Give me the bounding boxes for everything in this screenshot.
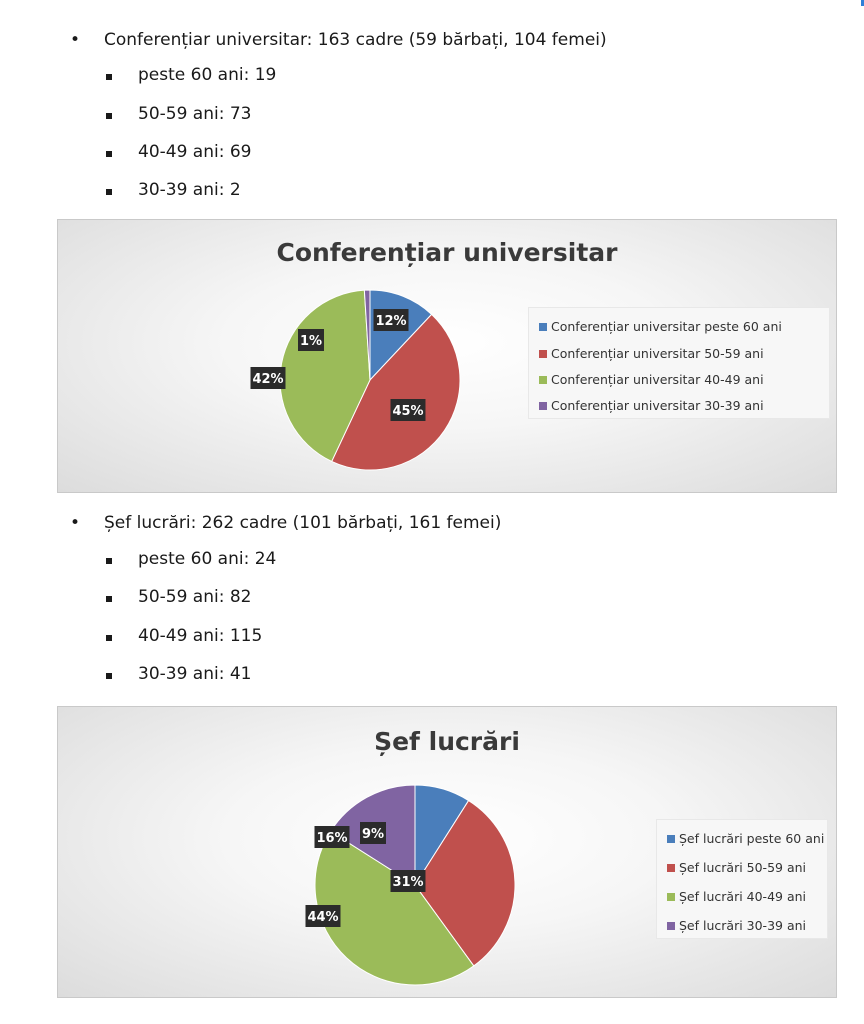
sub-bullet — [106, 189, 112, 195]
data-label-text: 42% — [252, 372, 284, 387]
section1-heading: Conferențiar universitar: 163 cadre (59 bărbați, 104 femei) — [104, 30, 607, 50]
data-label-text: 9% — [361, 827, 385, 842]
legend-swatch — [539, 323, 547, 331]
data-label-text: 12% — [375, 314, 407, 329]
data-label — [298, 329, 324, 351]
legend-label: Conferențiar universitar 40-49 ani — [551, 372, 764, 387]
legend-item — [667, 860, 806, 875]
legend-item — [539, 398, 764, 413]
legend-label: Conferențiar universitar 50-59 ani — [551, 346, 764, 361]
chart-panel-conferentiar — [57, 219, 837, 493]
sub-bullet — [106, 74, 112, 80]
data-label — [391, 399, 426, 421]
chart-title: Șef lucrări — [374, 727, 520, 756]
section1-bullet: • — [70, 30, 81, 50]
legend-swatch — [539, 402, 547, 410]
legend-label: Conferențiar universitar 30-39 ani — [551, 398, 764, 413]
legend-item — [667, 831, 824, 846]
section1-item-1: peste 60 ani: 19 — [138, 65, 277, 85]
legend-swatch — [667, 864, 675, 872]
legend-swatch — [667, 893, 675, 901]
section2-item-2: 50-59 ani: 82 — [138, 587, 252, 607]
data-label — [360, 822, 386, 844]
chart-legend — [656, 819, 828, 939]
data-label — [251, 367, 286, 389]
section2-bullet: • — [70, 513, 81, 533]
data-label-text: 44% — [307, 910, 339, 925]
legend-label: Șef lucrări peste 60 ani — [679, 831, 825, 846]
sub-bullet — [106, 113, 112, 119]
legend-item — [539, 319, 782, 334]
data-label — [315, 826, 350, 848]
legend-swatch — [539, 376, 547, 384]
data-label — [391, 870, 426, 892]
data-label-text: 45% — [392, 404, 424, 419]
sub-bullet — [106, 673, 112, 679]
legend-swatch — [667, 922, 675, 930]
data-label-text: 16% — [316, 831, 348, 846]
section2-item-4: 30-39 ani: 41 — [138, 664, 252, 684]
data-label-text: 31% — [392, 875, 424, 890]
chart-legend — [528, 307, 830, 419]
section1-item-3: 40-49 ani: 69 — [138, 142, 252, 162]
data-label-text: 1% — [299, 334, 323, 349]
legend-item — [667, 889, 806, 904]
legend-label: Șef lucrări 50-59 ani — [679, 860, 807, 875]
section2-item-1: peste 60 ani: 24 — [138, 549, 277, 569]
legend-swatch — [667, 835, 675, 843]
sub-bullet — [106, 635, 112, 641]
chart-panel-sef-lucrari — [57, 706, 837, 998]
legend-label: Conferențiar universitar peste 60 ani — [551, 319, 782, 334]
legend-swatch — [539, 350, 547, 358]
data-label — [306, 905, 341, 927]
sub-bullet — [106, 596, 112, 602]
legend-item — [539, 346, 764, 361]
legend-item — [539, 372, 764, 387]
section1-item-4: 30-39 ani: 2 — [138, 180, 241, 200]
section2-item-3: 40-49 ani: 115 — [138, 626, 263, 646]
legend-label: Șef lucrări 40-49 ani — [679, 889, 807, 904]
legend-label: Șef lucrări 30-39 ani — [679, 918, 807, 933]
sub-bullet — [106, 151, 112, 157]
data-label — [374, 309, 409, 331]
section2-heading: Șef lucrări: 262 cadre (101 bărbați, 161 femei) — [104, 513, 502, 533]
sub-bullet — [106, 558, 112, 564]
chart-title: Conferențiar universitar — [276, 238, 618, 267]
legend-item — [667, 918, 806, 933]
section1-item-2: 50-59 ani: 73 — [138, 104, 252, 124]
